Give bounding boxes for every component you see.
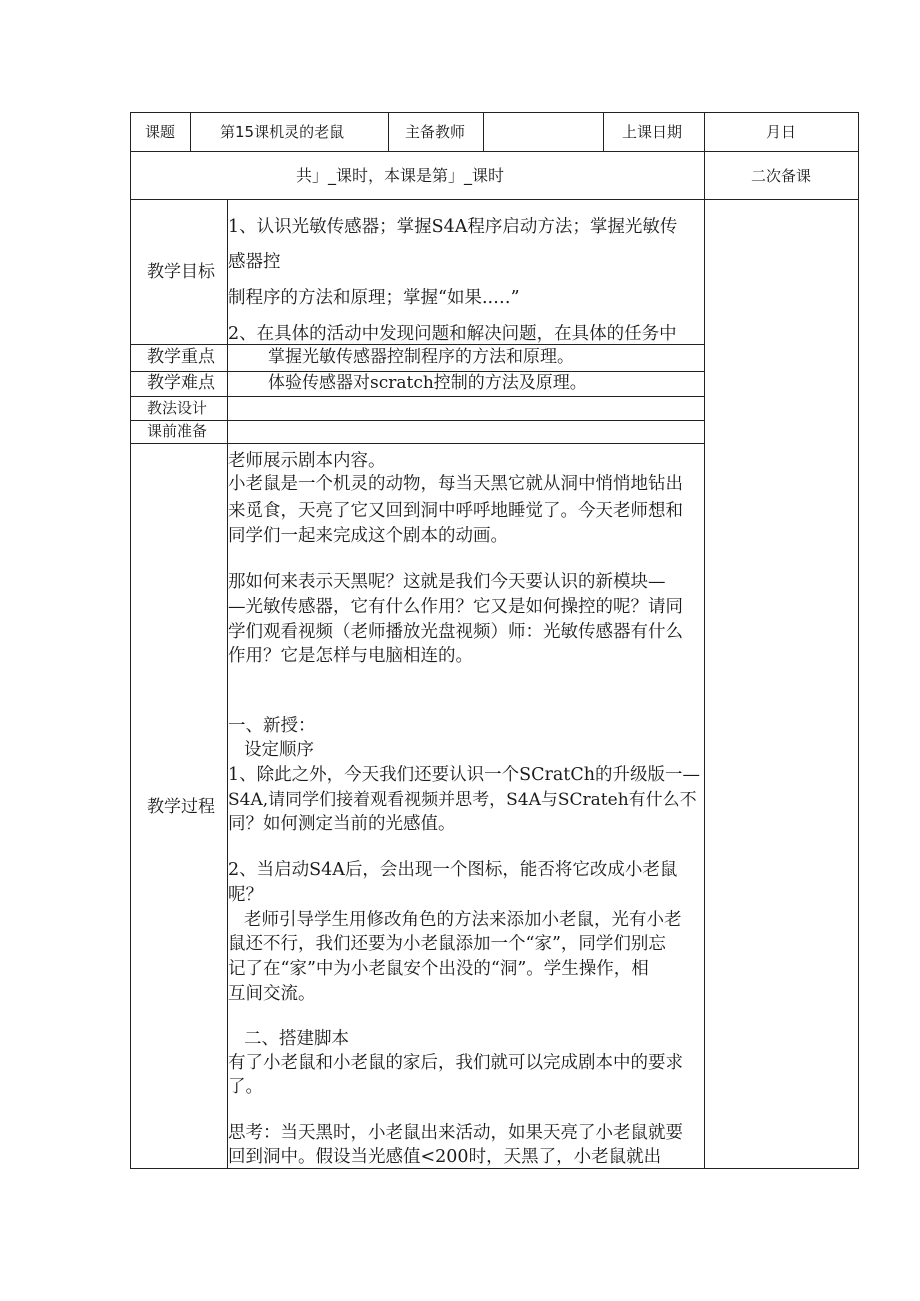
process-line: 来觅食，天亮了它又回到洞中呼呼地睡觉了。今天老师想和 [228,501,683,521]
process-line: 2、当启动S4A后，会出现一个图标，能否将它改成小老鼠 [228,860,678,880]
goals-label: 教学目标 [147,262,215,282]
table-rule [130,443,705,444]
process-line: 学们观看视频（老师播放光盘视频）师：光敏传感器有什么 [228,622,683,642]
key-label: 教学重点 [147,347,215,367]
goals-line: 1、认识光敏传感器；掌握S4A程序启动方法；掌握光敏传 [228,217,678,237]
table-border-bottom [130,1168,859,1169]
teacher-label: 主备教师 [405,123,466,141]
second-prep-label: 二次备课 [751,167,812,185]
process-line: S4A,请同学们接着观看视频并思考，S4A与SCrateh有什么不 [228,790,697,810]
topic-label: 课题 [145,123,176,141]
process-line: 鼠还不行，我们还要为小老鼠添加一个“家”，同学们别忘 [228,934,666,954]
process-line: 有了小老鼠和小老鼠的家后，我们就可以完成剧本中的要求 [228,1053,683,1073]
table-rule [483,112,484,152]
period-text: 共」_课时，本课是第」_课时 [296,166,505,185]
table-rule [130,199,859,200]
process-line: —光敏传感器，它有什么作用？它又是如何操控的呢？请同 [228,597,683,617]
table-border-top [130,112,859,113]
table-rule [704,112,705,1169]
process-line: 记了在“家”中为小老鼠安个出没的“洞”。学生操作，相 [228,959,649,979]
table-border-right [858,112,859,1169]
table-rule [130,371,705,372]
process-line: 作用？它是怎样与电脑相连的。 [228,646,473,666]
process-line: 同学们一起来完成这个剧本的动画。 [228,526,508,546]
difficult-value: 体验传感器对scratch控制的方法及原理。 [268,373,587,393]
process-line: 呢？ [228,885,263,905]
topic-value: 第15课机灵的老鼠 [220,123,345,141]
table-rule [388,112,389,152]
process-line: 小老鼠是一个机灵的动物，每当天黑它就从洞中悄悄地钻出 [228,474,683,494]
process-line: 思考：当天黑时，小老鼠出来活动，如果天亮了小老鼠就要 [228,1123,683,1143]
prep-label: 课前准备 [147,422,208,440]
date-label: 上课日期 [622,123,683,141]
process-line: 1、除此之外，今天我们还要认识一个SCratCh的升级版一— [228,765,701,785]
difficult-label: 教学难点 [147,373,215,393]
method-label: 教法设计 [147,399,208,417]
table-rule [190,112,191,152]
process-line: 二、搭建脚本 [244,1029,349,1049]
process-line: 设定顺序 [244,740,314,760]
table-rule [130,420,705,421]
process-line: 回到洞中。假设当光感值<200时，天黑了，小老鼠就出 [228,1147,662,1167]
process-line: 了。 [228,1077,263,1097]
table-rule [130,396,705,397]
process-line: 那如何来表示天黑呢？这就是我们今天要认识的新模块— [228,572,666,592]
table-border-left [130,112,131,1169]
process-line: 同？如何测定当前的光感值。 [228,814,456,834]
table-rule [603,112,604,152]
process-line: 老师展示剧本内容。 [228,451,386,471]
goals-line: 2、在具体的活动中发现问题和解决问题，在具体的任务中 [228,324,677,344]
key-value: 掌握光敏传感器控制程序的方法和原理。 [268,347,574,367]
date-value: 月日 [766,123,797,141]
process-label: 教学过程 [147,797,215,817]
goals-line: 制程序的方法和原理；掌握“如果..…” [228,288,520,308]
table-rule [130,151,859,152]
process-line: 一、新授： [228,716,316,736]
goals-line: 感器控 [228,252,281,272]
process-line: 互间交流。 [228,984,316,1004]
process-line: 老师引导学生用修改角色的方法来添加小老鼠，光有小老 [244,910,682,930]
